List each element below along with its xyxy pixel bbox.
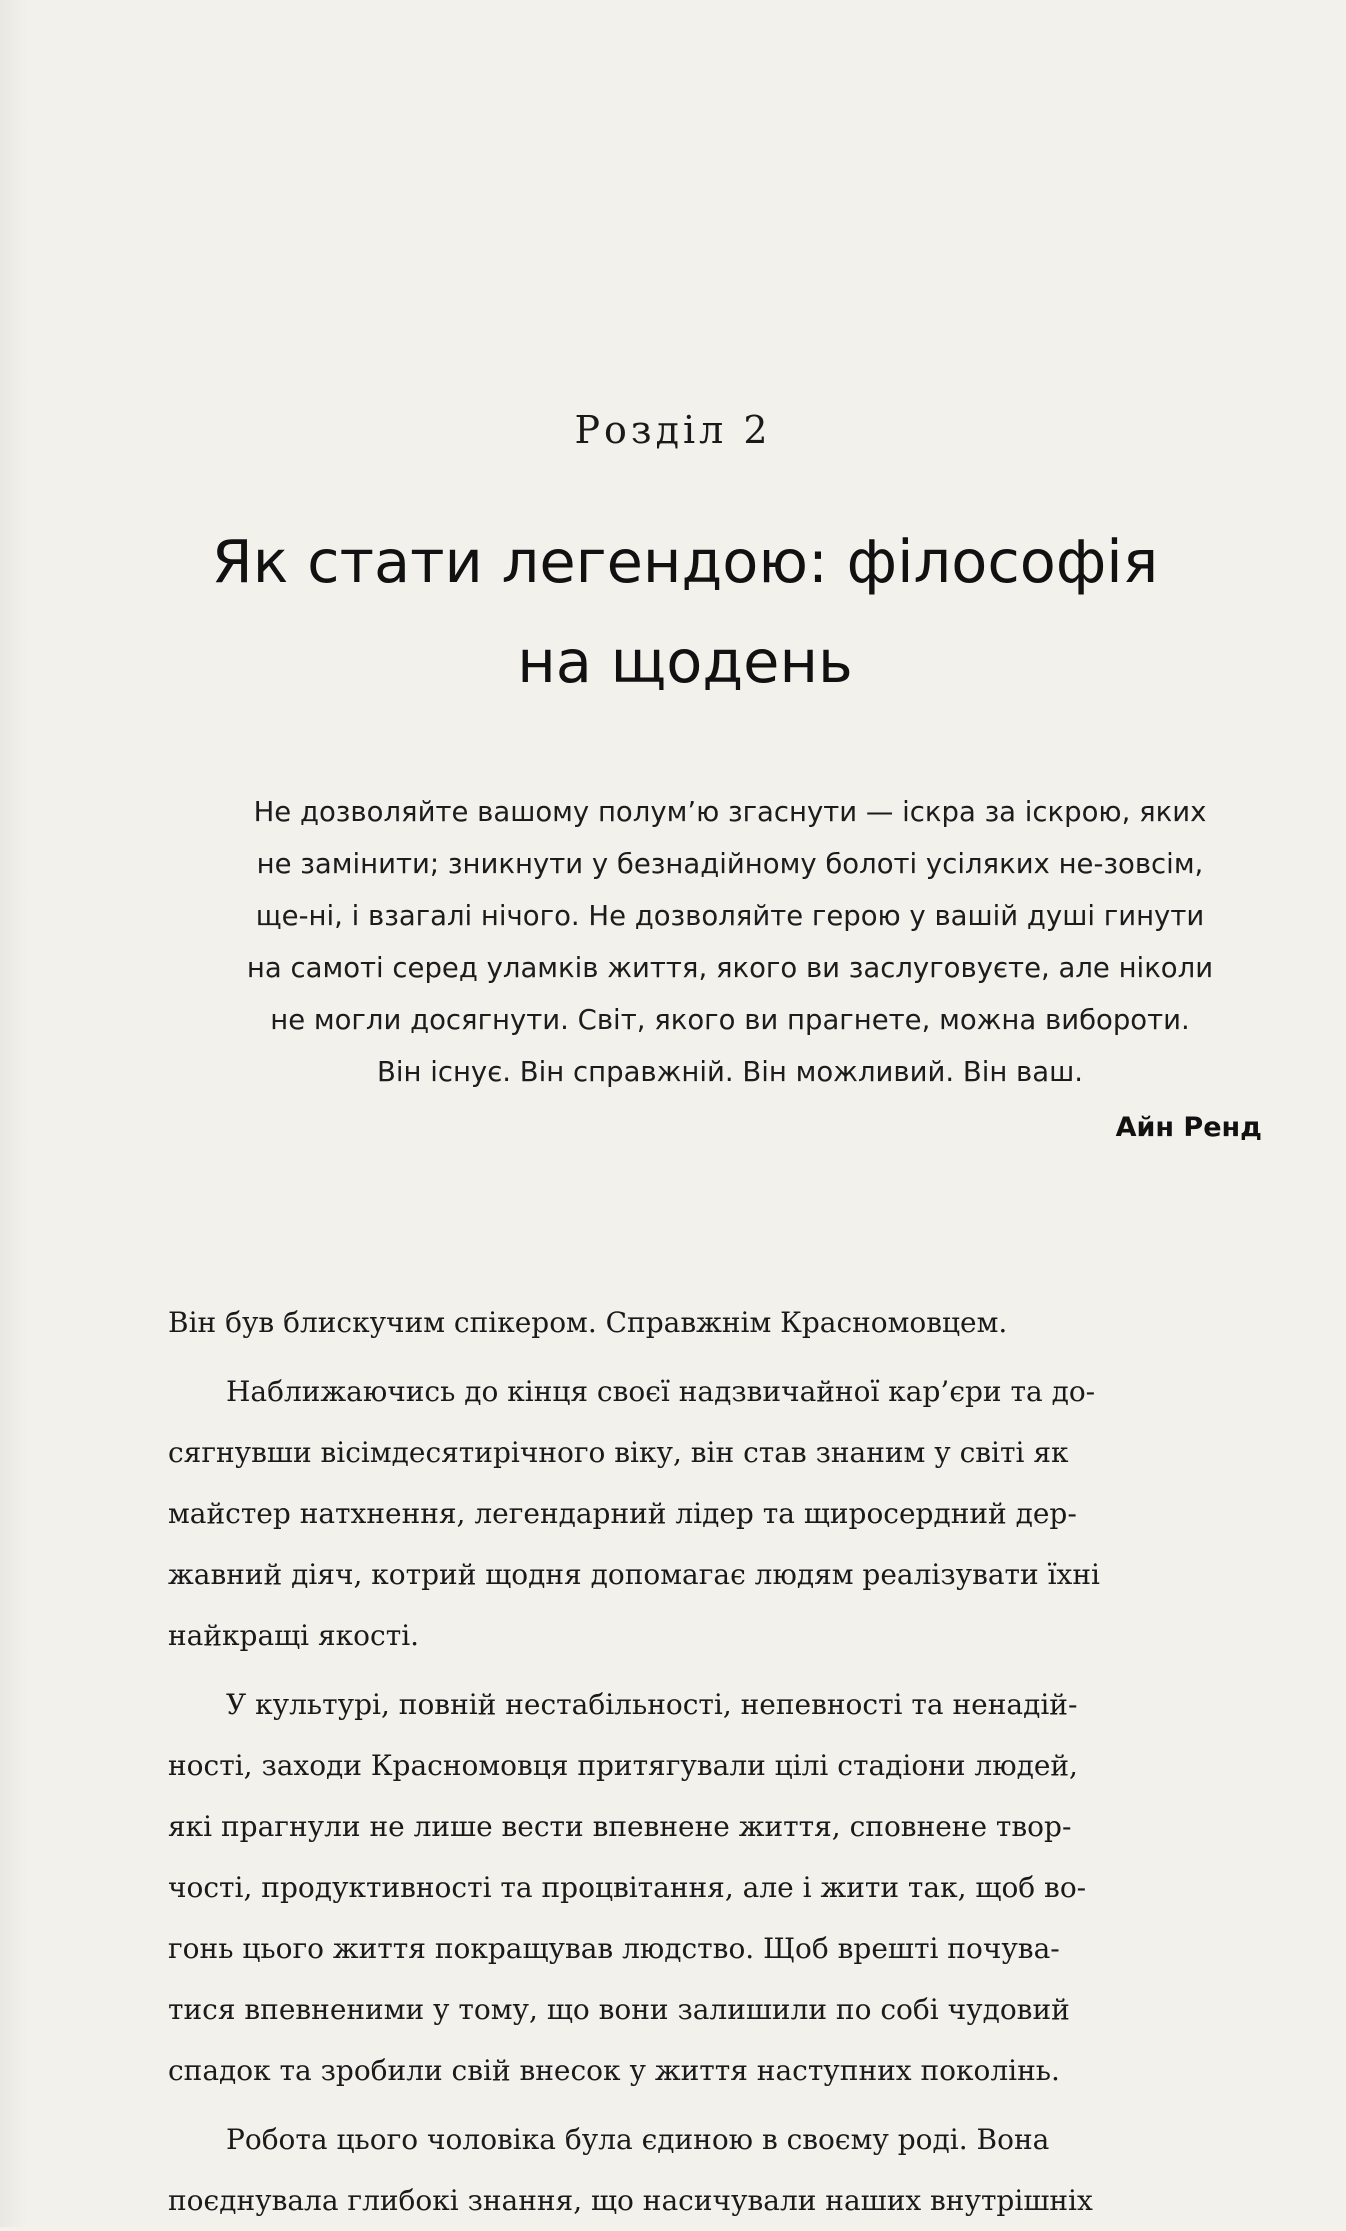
epigraph-line: ще-ні, і взагалі нічого. Не дозволяйте герою у вашій душі гинути [255,900,1205,932]
epigraph-line: Він існує. Він справжній. Він можливий. Він ваш. [376,1056,1084,1088]
epigraph [200,786,1260,1098]
chapter-title [180,512,1190,712]
epigraph-line: Не дозволяйте вашому полум’ю згаснути — іскра за іскрою, яких [253,796,1207,828]
body-text [168,1292,1342,2231]
epigraph-line: на самоті серед уламків життя, якого ви заслуговуєте, але ніколи [246,952,1214,984]
epigraph-line: не могли досягнути. Світ, якого ви прагнете, можна вибороти. [270,1004,1190,1036]
epigraph-line: не замінити; зникнути у безнадійному болоті усіляких не-зовсім, [256,848,1204,880]
paragraph-line: чості, продуктивності та процвітання, але і жити так, щоб во- [168,1871,1087,1904]
paragraph-line: тися впевненими у тому, що вони залишили по собі чудовий [168,1993,1070,2026]
paragraph-line: спадок та зробили свій внесок у життя наступних поколінь. [168,2054,1060,2087]
paragraph-line: жавний діяч, котрий щодня допомагає людям реалізувати їхні [168,1558,1100,1591]
paragraph-line: найкращі якості. [168,1619,420,1652]
paragraph-line: Наближаючись до кінця своєї надзвичайної кар’єри та до- [226,1375,1096,1408]
paragraph-line: У культурі, повній нестабільності, непевності та ненадій- [226,1688,1078,1721]
epigraph-author: Айн Ренд [1115,1112,1262,1143]
paragraph-line: ності, заходи Красномовця притягували цілі стадіони людей, [168,1749,1078,1782]
paragraph-line: гонь цього життя покращував людство. Щоб врешті почува- [168,1932,1060,1965]
chapter-label: Розділ 2 [574,408,772,452]
paragraph-line: сягнувши вісімдесятирічного віку, він став знаним у світі як [168,1436,1069,1469]
chapter-title-line: на щодень [517,627,853,696]
paragraph-line: майстер натхнення, легендарний лідер та щиросердний дер- [168,1497,1077,1530]
chapter-title-line: Як стати легендою: філософія [211,527,1159,596]
paragraph-line: які прагнули не лише вести впевнене життя, сповнене твор- [168,1810,1072,1843]
paragraph-line: Він був блискучим спікером. Справжнім Красномовцем. [168,1306,1008,1339]
paragraph-line: Робота цього чоловіка була єдиною в своєму роді. Вона [226,2123,1050,2156]
paragraph-line: поєднувала глибокі знання, що насичували наших внутрішніх [168,2184,1093,2217]
